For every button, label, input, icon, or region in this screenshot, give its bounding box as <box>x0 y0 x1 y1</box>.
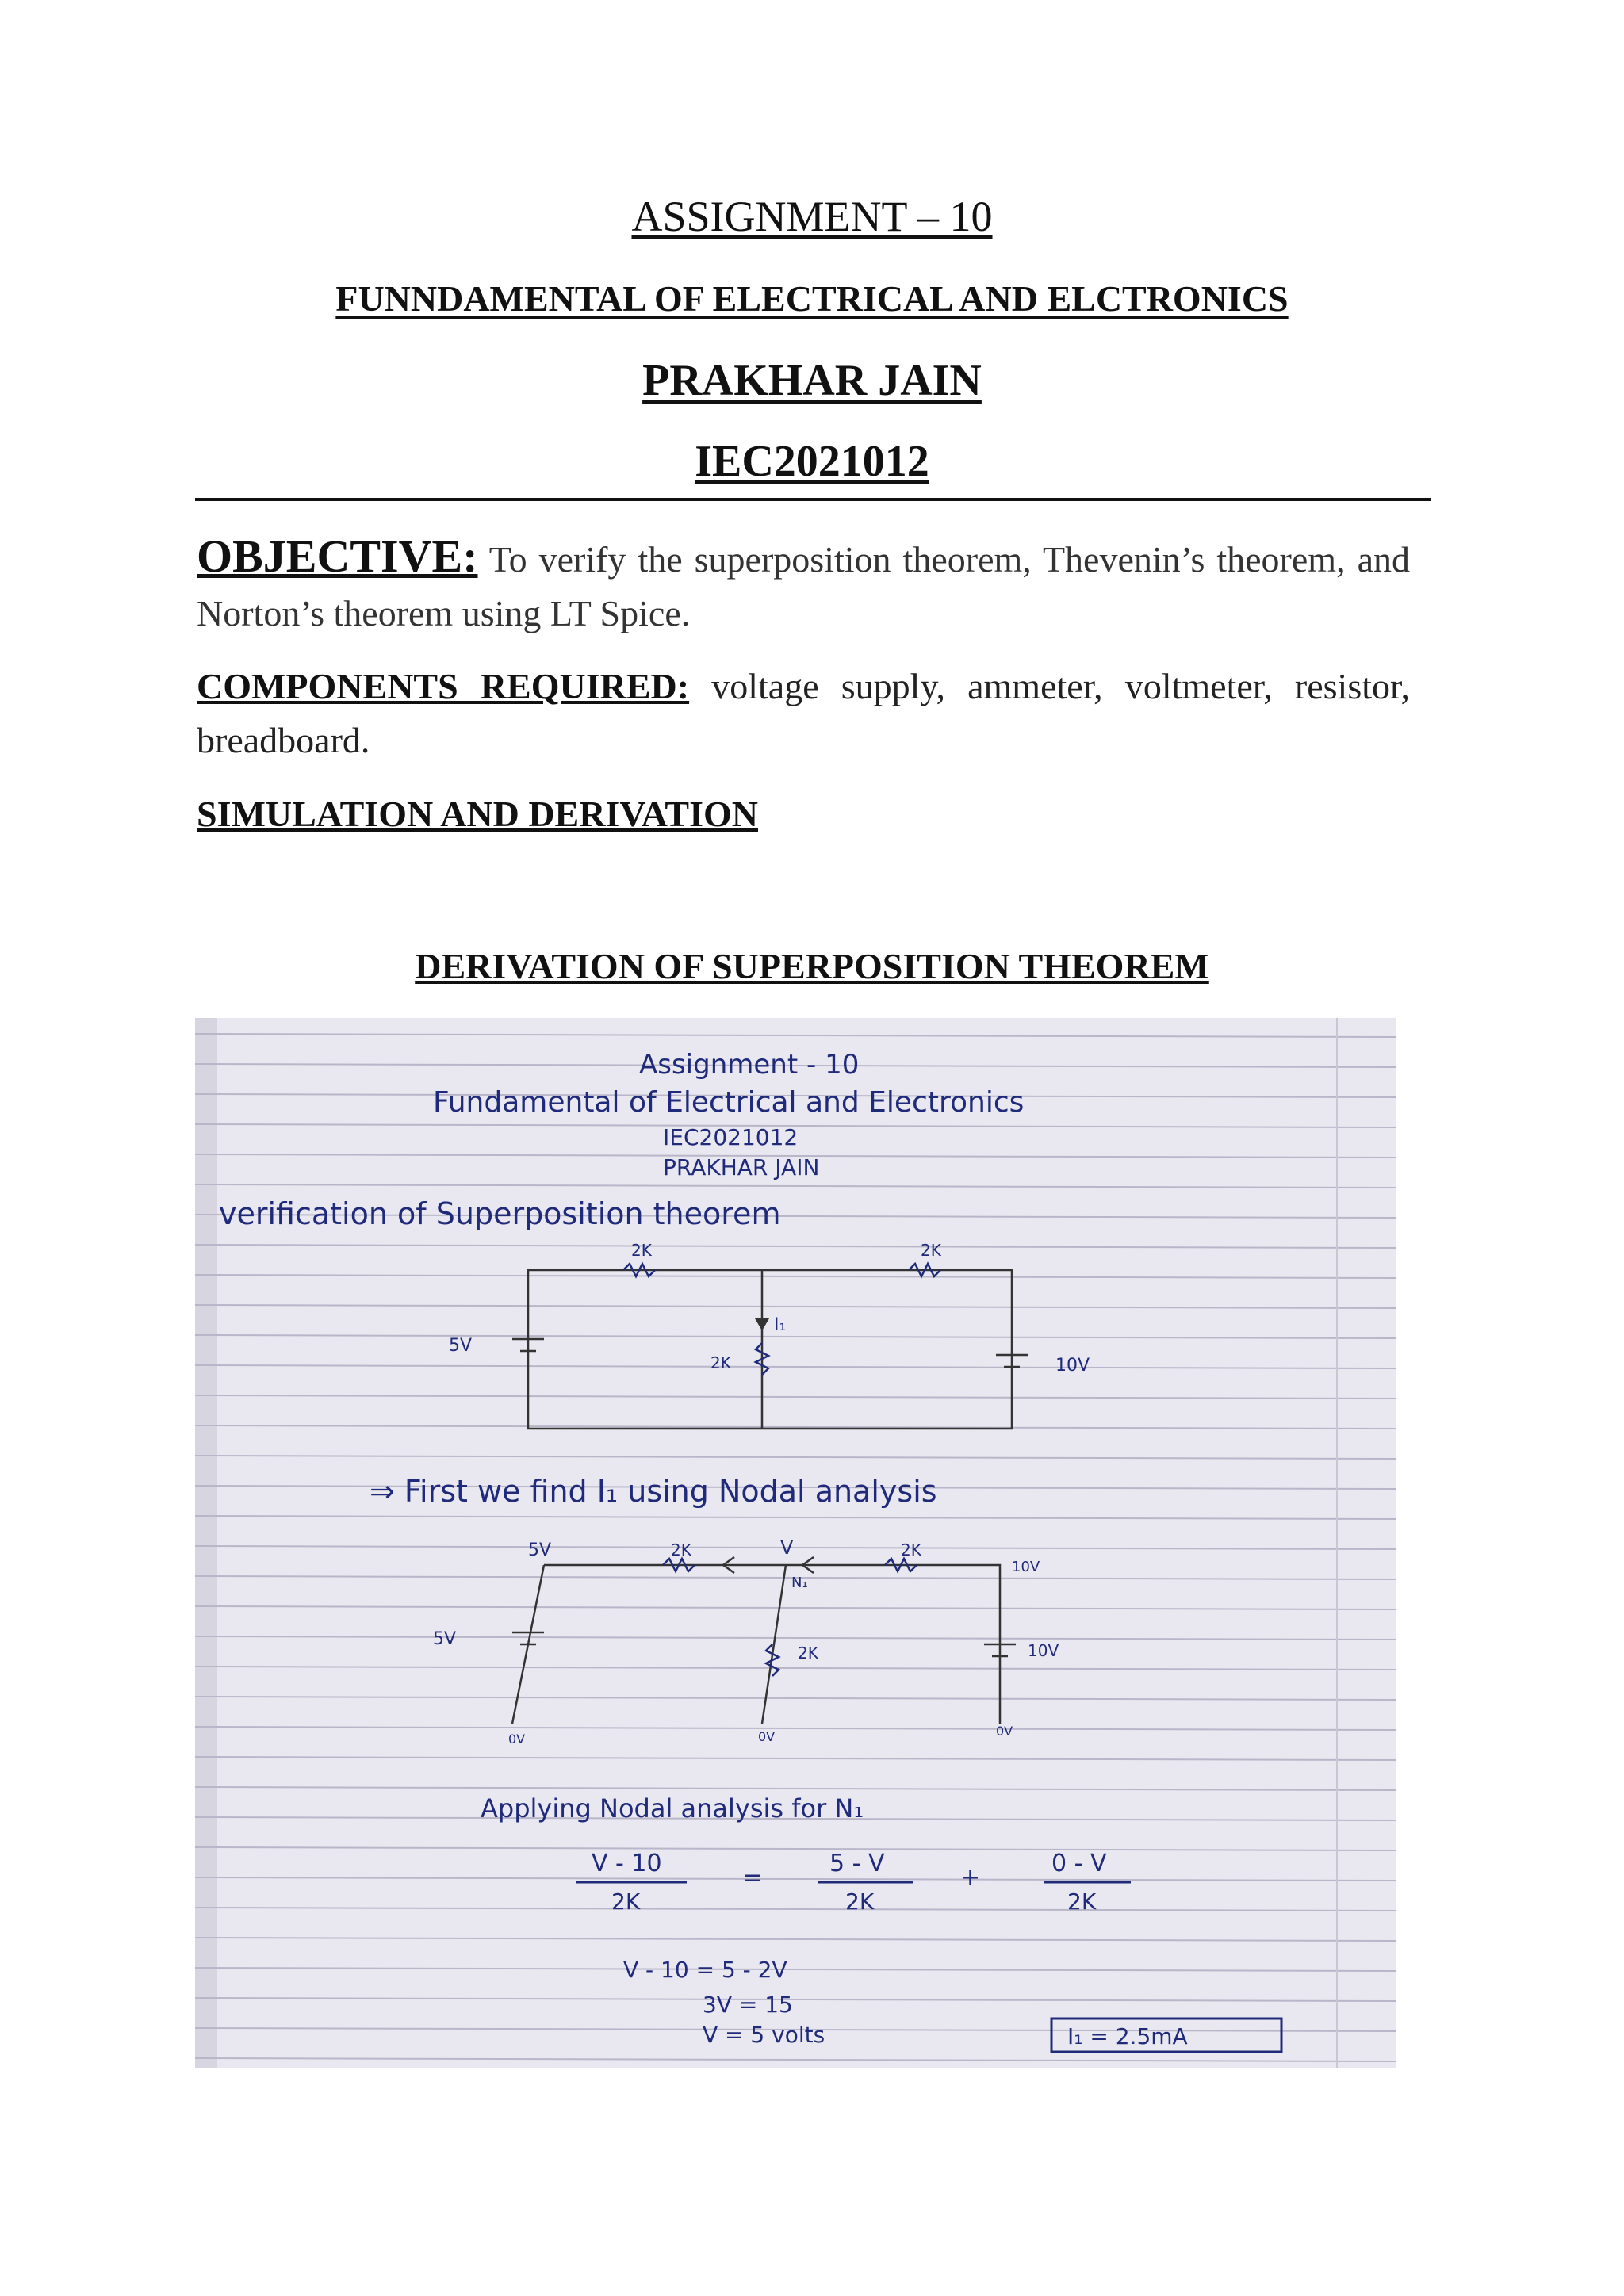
c2-gnd-1: 0V <box>508 1732 526 1747</box>
components-paragraph <box>197 660 1410 767</box>
assignment-title: ASSIGNMENT – 10 <box>631 193 993 240</box>
hw-roll: IEC2021012 <box>663 1124 799 1150</box>
c1-current: I₁ <box>774 1315 787 1335</box>
hw-title: Assignment - 10 <box>639 1049 860 1081</box>
c2-gnd-3: 0V <box>996 1724 1013 1739</box>
student-name: PRAKHAR JAIN <box>642 356 982 405</box>
subject-title: FUNNDAMENTAL OF ELECTRICAL AND ELCTRONICS <box>335 278 1289 319</box>
eq1-plus: + <box>960 1864 981 1892</box>
eq1-lhs-num: V - 10 <box>592 1850 662 1877</box>
eq1-t2-den: 2K <box>1067 1888 1097 1915</box>
c2-top-left: 5V <box>528 1540 552 1560</box>
c1-r-left: 2K <box>631 1241 652 1260</box>
eq3: 3V = 15 <box>703 1992 793 2018</box>
objective-text: To verify the superposition theorem, Thevenin’s theorem, and Norton’s theorem using LT Spice. <box>197 539 1410 633</box>
c2-v-right: 10V <box>1028 1641 1059 1660</box>
hw-subject: Fundamental of Electrical and Electronics <box>433 1086 1025 1119</box>
header-divider <box>195 498 1431 501</box>
result-box: I₁ = 2.5mA <box>1067 2023 1188 2049</box>
objective-label: OBJECTIVE: <box>197 530 478 582</box>
hw-nodal-heading: Applying Nodal analysis for N₁ <box>481 1793 864 1823</box>
hw-heading: verification of Superposition theorem <box>219 1196 781 1231</box>
eq1-t1-den: 2K <box>845 1888 875 1915</box>
c1-r-mid: 2K <box>710 1353 731 1372</box>
eq2: V - 10 = 5 - 2V <box>623 1957 787 1983</box>
simulation-heading: SIMULATION AND DERIVATION <box>197 794 759 834</box>
c2-gnd-2: 0V <box>758 1729 776 1744</box>
hw-step1: ⇒ First we find I₁ using Nodal analysis <box>370 1474 937 1509</box>
c1-v-right: 10V <box>1055 1356 1090 1376</box>
notebook-photo <box>195 1018 1396 2068</box>
derivation-heading: DERIVATION OF SUPERPOSITION THEOREM <box>415 946 1209 986</box>
roll-number: IEC2021012 <box>695 437 929 486</box>
eq4: V = 5 volts <box>703 2022 825 2048</box>
c2-r-right: 2K <box>901 1540 921 1559</box>
c2-node-label: N₁ <box>791 1575 808 1591</box>
components-label: COMPONENTS REQUIRED: <box>197 666 690 706</box>
eq1-equals: = <box>742 1864 763 1892</box>
c1-r-right: 2K <box>921 1241 941 1260</box>
c2-top-right: 10V <box>1012 1559 1040 1575</box>
eq1-lhs-den: 2K <box>611 1888 641 1915</box>
components-text: voltage supply, ammeter, voltmeter, resistor, breadboard. <box>197 666 1410 760</box>
objective-paragraph <box>197 530 1410 641</box>
c1-v-left: 5V <box>449 1336 473 1356</box>
eq1-t1-num: 5 - V <box>829 1850 885 1877</box>
eq1-t2-num: 0 - V <box>1051 1850 1107 1877</box>
hw-name: PRAKHAR JAIN <box>663 1154 820 1181</box>
c2-v-left: 5V <box>433 1629 457 1649</box>
c2-r-left: 2K <box>671 1540 691 1559</box>
c2-r-mid: 2K <box>798 1644 818 1663</box>
c2-node: V <box>780 1536 794 1559</box>
